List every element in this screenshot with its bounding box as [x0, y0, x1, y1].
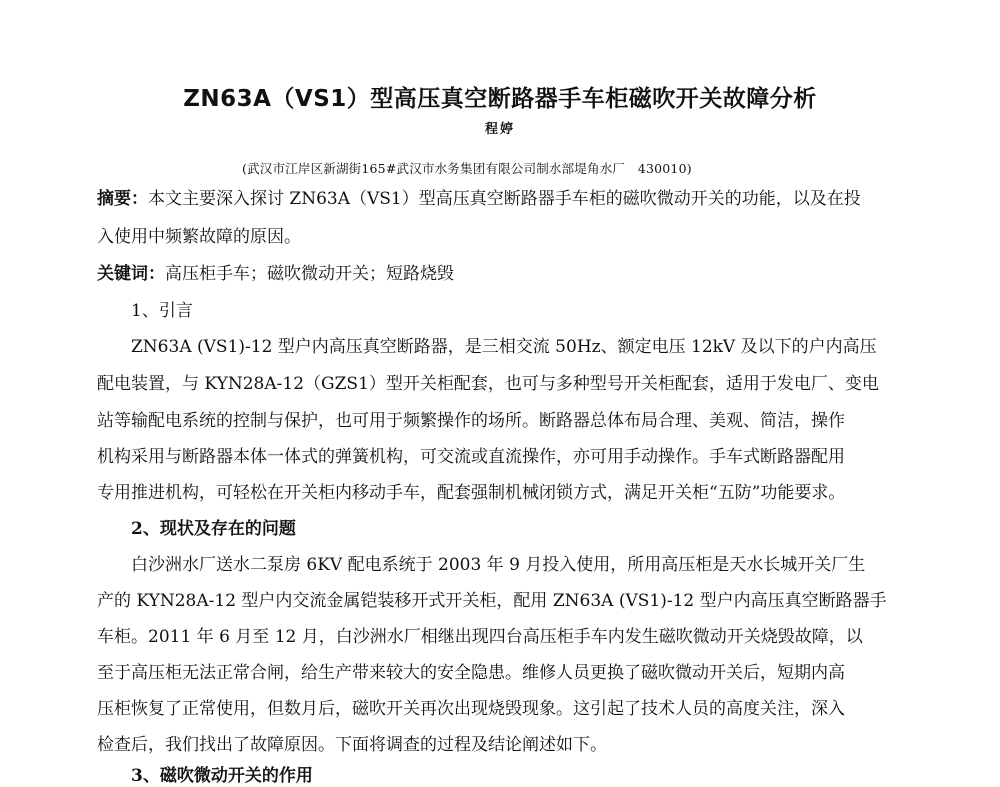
section-2-paragraph-line: 压柜恢复了正常使用，但数月后，磁吹开关再次出现烧毁现象。这引起了技术人员的高度关注，深入	[97, 699, 845, 719]
section-2-paragraph-line: 检查后，我们找出了故障原因。下面将调查的过程及结论阐述如下。	[97, 735, 607, 755]
section-1-paragraph-line: 专用推进机构，可轻松在开关柜内移动手车，配套强制机械闭锁方式，满足开关柜“五防”功能要求。	[97, 483, 846, 503]
abstract-line-2: 入使用中频繁故障的原因。	[97, 227, 301, 247]
paper-title: ZN63A（VS1）型高压真空断路器手车柜磁吹开关故障分析	[183, 86, 817, 112]
abstract-label: 摘要：	[97, 189, 148, 209]
section-2-paragraph-line: 产的 KYN28A-12 型户内交流金属铠装移开式开关柜，配用 ZN63A (VS1)-12 型户内高压真空断路器手	[97, 591, 887, 611]
section-1-paragraph-line: 机构采用与断路器本体一体式的弹簧机构，可交流或直流操作，亦可用手动操作。手车式断路器配用	[97, 447, 845, 467]
abstract-line-1	[97, 188, 861, 210]
section-3-heading: 3、磁吹微动开关的作用	[131, 766, 313, 786]
section-2-paragraph-line: 车柜。2011 年 6 月至 12 月，白沙洲水厂相继出现四台高压柜手车内发生磁吹微动开关烧毁故障，以	[97, 627, 863, 647]
keywords-label: 关键词：	[97, 264, 165, 284]
keywords-text: 高压柜手车；磁吹微动开关；短路烧毁	[165, 264, 454, 284]
section-2-paragraph-line: 至于高压柜无法正常合闸，给生产带来较大的安全隐患。维修人员更换了磁吹微动开关后，短期内高	[97, 663, 845, 683]
keywords-line	[97, 263, 454, 285]
section-1-paragraph-line: 站等输配电系统的控制与保护，也可用于频繁操作的场所。断路器总体布局合理、美观、简洁，操作	[97, 411, 845, 431]
author-name: 程婷	[484, 122, 515, 137]
section-1-heading: 1、引言	[131, 301, 193, 321]
section-1-paragraph-line: ZN63A (VS1)-12 型户内高压真空断路器，是三相交流 50Hz、额定电压 12kV 及以下的户内高压	[131, 337, 877, 357]
section-2-paragraph-line: 白沙洲水厂送水二泵房 6KV 配电系统于 2003 年 9 月投入使用，所用高压柜是天水长城开关厂生	[131, 555, 866, 575]
abstract-text-1: 本文主要深入探讨 ZN63A（VS1）型高压真空断路器手车柜的磁吹微动开关的功能，以及在投	[148, 189, 861, 209]
section-1-paragraph-line: 配电装置，与 KYN28A-12（GZS1）型开关柜配套，也可与多种型号开关柜配套，适用于发电厂、变电	[97, 374, 879, 394]
section-2-heading: 2、现状及存在的问题	[131, 519, 296, 539]
author-affiliation: (武汉市江岸区新湖街165#武汉市水务集团有限公司制水部堤角水厂 430010)	[242, 161, 692, 176]
